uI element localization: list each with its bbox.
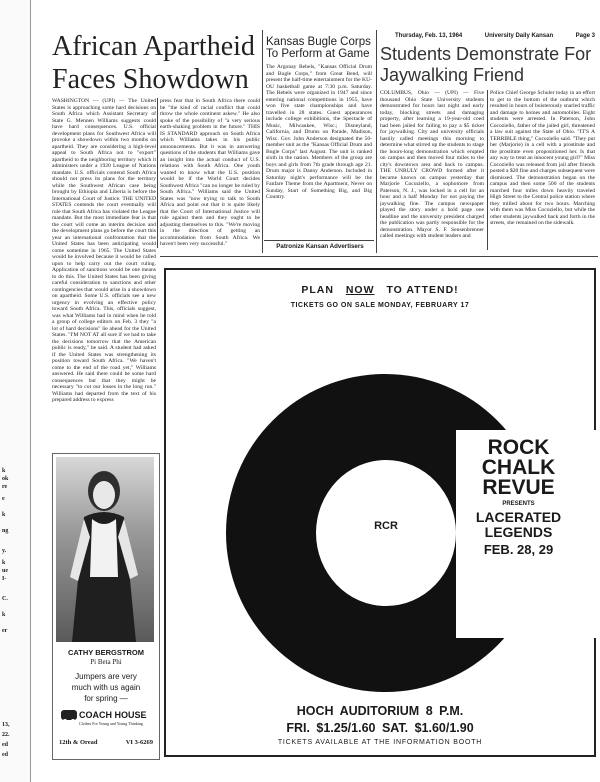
bleed-fragment: ed — [2, 742, 8, 748]
bleed-fragment: k — [2, 468, 6, 474]
now-word: NOW — [345, 284, 375, 296]
bleed-fragment: ok — [2, 476, 9, 482]
section-rule — [160, 256, 598, 257]
model-photo — [56, 457, 154, 642]
bugle-body: The Argonay Rebels, "Kansas Official Drum and Bugle Corps," from Great Bend, will present the half-time entertainment for the KU-OU basketball game at 7:30 p.m. Saturday. The Rebels were organized in 1947 and since entering national competitions in 1955, have won five state championships and have travelled in 28 states. Guest appearances include college exhibitions, the Spectacle of Music, Milwaukee, Wisc.; Disneyland, California, and Drums on Parade, Madison, Wisc. Gov. John Anderson designated the 50-member unit as the "Kansas Official Drum and Bugle Corps" last August. The unit is ranked sixth in the nation. Members of the group are boys and girls from 7th grade through age 21. Drum major is Danny Anderson. Included in Saturday night's performance will be the Fanfare Theme from the Apartment, Never on Sunday, Start of Something Big, and Big Country. — [266, 64, 372, 200]
title-chalk: CHALK — [481, 456, 556, 479]
venue-line: HOCH AUDITORIUM 8 P.M. — [296, 704, 464, 718]
ad-tagline-1: Jumpers are very — [75, 672, 137, 681]
apartheid-body-col2: press fear that in South Africa there could be "the kind of racial conflict that could throw the whole continent askew." He also spoke of the possibility of "a very serious earth-shaking problem in the future." THIS IS STANDARD approach on South Africa which Williams takes in his public announcements. But it was in answering questions of the students that Williams gave an insight into the actual conduct of U.S. relations with South Africa. One youth wanted to know what the U.S. position would be if the World Court decides Southwest Africa "can no longer be ruled by South Africa." Williams said the United States was "now trying to talk to South Africa and point out that it is quite likely that the Court of International Justice will rule against them and they ought to be adjusting themselves to this. "We're moving in the direction of getting an accommodation from South Africa. We haven't been very successful." — [160, 98, 260, 247]
jaywalk-body-col2: Police Chief George Schuler today in an effort to get to the bottom of the outburst which resulted in hours of boisterously snarled traffic and damage to homes and automobiles. Eight students were arrested. In Paterson, John Cocoziello, father of the jailed girl, threatened a law suit against the State of Ohio. "IT'S A TERRIBLE thing," Cocoziello said. "They put her (Marjorie) in a cell with a prostitute and the prostitute even propositioned her. Is that any way to treat an innocent young girl?" Miss Cocoziello was released from jail after friends posted a $20 fine and charges subsequent were dismissed. The demonstration began on the campus and then some 500 of the students marched four miles down heavily traveled High Street to the Central police station where they milled about for two hours. Marching with them was Miss Cocoziello, but while the other students jaywalked back and forth in the streets, she remained on the sidewalk. — [490, 90, 595, 226]
column-rule — [262, 30, 263, 253]
big-c-inner — [316, 460, 456, 606]
store-address: 12th & Oread — [59, 739, 98, 746]
title-rock: ROCK — [487, 436, 550, 459]
bleed-fragment: k — [2, 560, 6, 566]
tickets-sale-line: TICKETS GO ON SALE MONDAY, FEBRUARY 17 — [290, 302, 470, 309]
bleed-fragment: k — [2, 512, 6, 518]
bugle-headline: Kansas Bugle Corps To Perform at Game — [266, 36, 371, 60]
store-subtitle: Clothes For Young and Young Thinking — [79, 721, 143, 726]
title-revue: REVUE — [482, 476, 555, 499]
bleed-fragment: y. — [2, 548, 7, 554]
bleed-fragment: 13, — [2, 722, 10, 728]
prices-line: FRI. $1.25/1.60 SAT. $1.60/1.90 — [286, 721, 474, 735]
show-legends: LEGENDS — [484, 524, 553, 540]
bleed-fragment: er — [2, 628, 8, 634]
bleed-fragment: ue — [2, 568, 8, 574]
bleed-fragment: re — [2, 484, 8, 490]
ad-tagline-2: much with us again — [71, 683, 141, 692]
paper-name: University Daily Kansan — [484, 33, 554, 39]
bleed-fragment: C. — [2, 596, 8, 602]
model-name: CATHY BERGSTROM — [68, 648, 144, 657]
coach-logo — [61, 710, 77, 720]
to-attend-words: TO ATTEND! — [386, 284, 459, 296]
facing-page-bleed — [0, 0, 30, 782]
model-affiliation: Pi Beta Phi — [90, 658, 122, 666]
show-dates: FEB. 28, 29 — [483, 542, 554, 557]
show-lacerated: LACERATED — [475, 509, 562, 525]
bleed-fragment: ng — [2, 528, 9, 534]
column-rule — [157, 98, 158, 248]
apartheid-headline: African Apartheid Faces Showdown — [52, 31, 255, 95]
presents-label: PRESENTS — [502, 501, 535, 507]
apartheid-body-col1: WASHINGTON — (UPI) — The United States is approaching some hard decisions on South Africa which Assistant Secretary of State G. Mennen Williams suggests could have hard consequences. U.S. official development plans for Southwest Africa will provoke a showdown within two months on apartheid. They are considering a high-level appeal to South Africa not to "export" apartheid to the neighboring territory which it administers under a 1920 League of Nations mandate. U.S. officials contend South Africa should not press its plans for the territory while the Southwest African case being brought by Ethiopia and Liberia is before the International Court of Justice. THE UNITED STATES contends the court eventually will rule that South Africa has violated the League mandate. But the most immediate fear is that the court will come an interim decision and the development plans go before the court this year an international confrontation that the United States has been anticipating would come sometime in 1965. The United States would be involved because it would be called upon to help carry out the court ruling. Application of sanctions would be one means to do this. The United States has been giving careful consideration to sanctions and other contingencies that would arise in a showdown on apartheid. Some U.S. officials see a new urgency in evolving an effective policy toward South Africa. This, officials suggest, was what Williams had in mind when he told a group of college editors on Feb. 3 they "a lot of hard decisions" lie ahead for the United States. "I'M NOT AT all sure if we had to take the decisions tomorrow that the American public is ready," he said. A student had asked if the United States was strengthening its position toward South Africa. "We haven't come to the end of the road yet," Williams answered. He said there could be some hard consequences but that they might be necessary "to cut our losses in the long run." Williams had departed from the text of his prepared address to express — [52, 98, 156, 403]
store-phone: VI 3-6269 — [125, 739, 153, 746]
rcr-monogram: RCR — [374, 520, 398, 532]
info-booth-line: TICKETS AVAILABLE AT THE INFORMATION BOOTH — [277, 739, 483, 746]
plan-word: PLAN — [301, 284, 334, 296]
coach-house-ad — [52, 453, 160, 760]
page-gutter — [30, 0, 31, 782]
page-header — [395, 33, 595, 39]
bleed-fragment: e — [2, 496, 5, 502]
bleed-fragment: 22. — [2, 732, 10, 738]
jaywalk-headline: Students Demonstrate For Jaywalking Friend — [380, 44, 592, 85]
page-number: Page 3 — [575, 33, 595, 39]
column-rule — [376, 30, 377, 253]
bleed-fragment: I- — [2, 576, 7, 582]
bleed-fragment: k — [2, 612, 6, 618]
ad-tagline-3: for spring — — [84, 694, 128, 703]
footer-rule — [264, 240, 374, 241]
plan-now-line — [166, 284, 594, 296]
store-name: COACH HOUSE — [79, 710, 147, 720]
column-rule — [487, 90, 488, 250]
issue-date: Thursday, Feb. 13, 1964 — [395, 33, 463, 39]
patronize-footer: Patronize Kansan Advertisers — [276, 243, 364, 250]
jaywalk-body-col1: COLUMBUS, Ohio — (UPI) — Five thousand Ohio State University students demonstrated for hours last night and early today, blocking streets and damaging property, after learning a 19-year-old coed had been jailed for failing to pay a $5 ticket for jaywalking. City and university officials hastily called meetings this morning to determine what stirred up the students to stage the hours-long demonstration which erupted on campus and then moved four miles to the city's downtown area and back to campus. THE UNRULY CROWD formed after it became known on campus yesterday that Marjorie Cocoziello, a sophomore from Paterson, N. J., was locked in a cell for an hour and a half Monday for not paying the jaywalking fine. The campus newspaper played the story under a bold page one headline and the university president charged the publication was partly responsible for the demonstration. Mayor S. F. Sensenbrenner called meetings with student leaders and — [380, 90, 484, 239]
rock-chalk-revue-ad — [164, 268, 596, 757]
bleed-fragment: ed — [2, 752, 8, 758]
revue-title-block — [456, 438, 581, 557]
